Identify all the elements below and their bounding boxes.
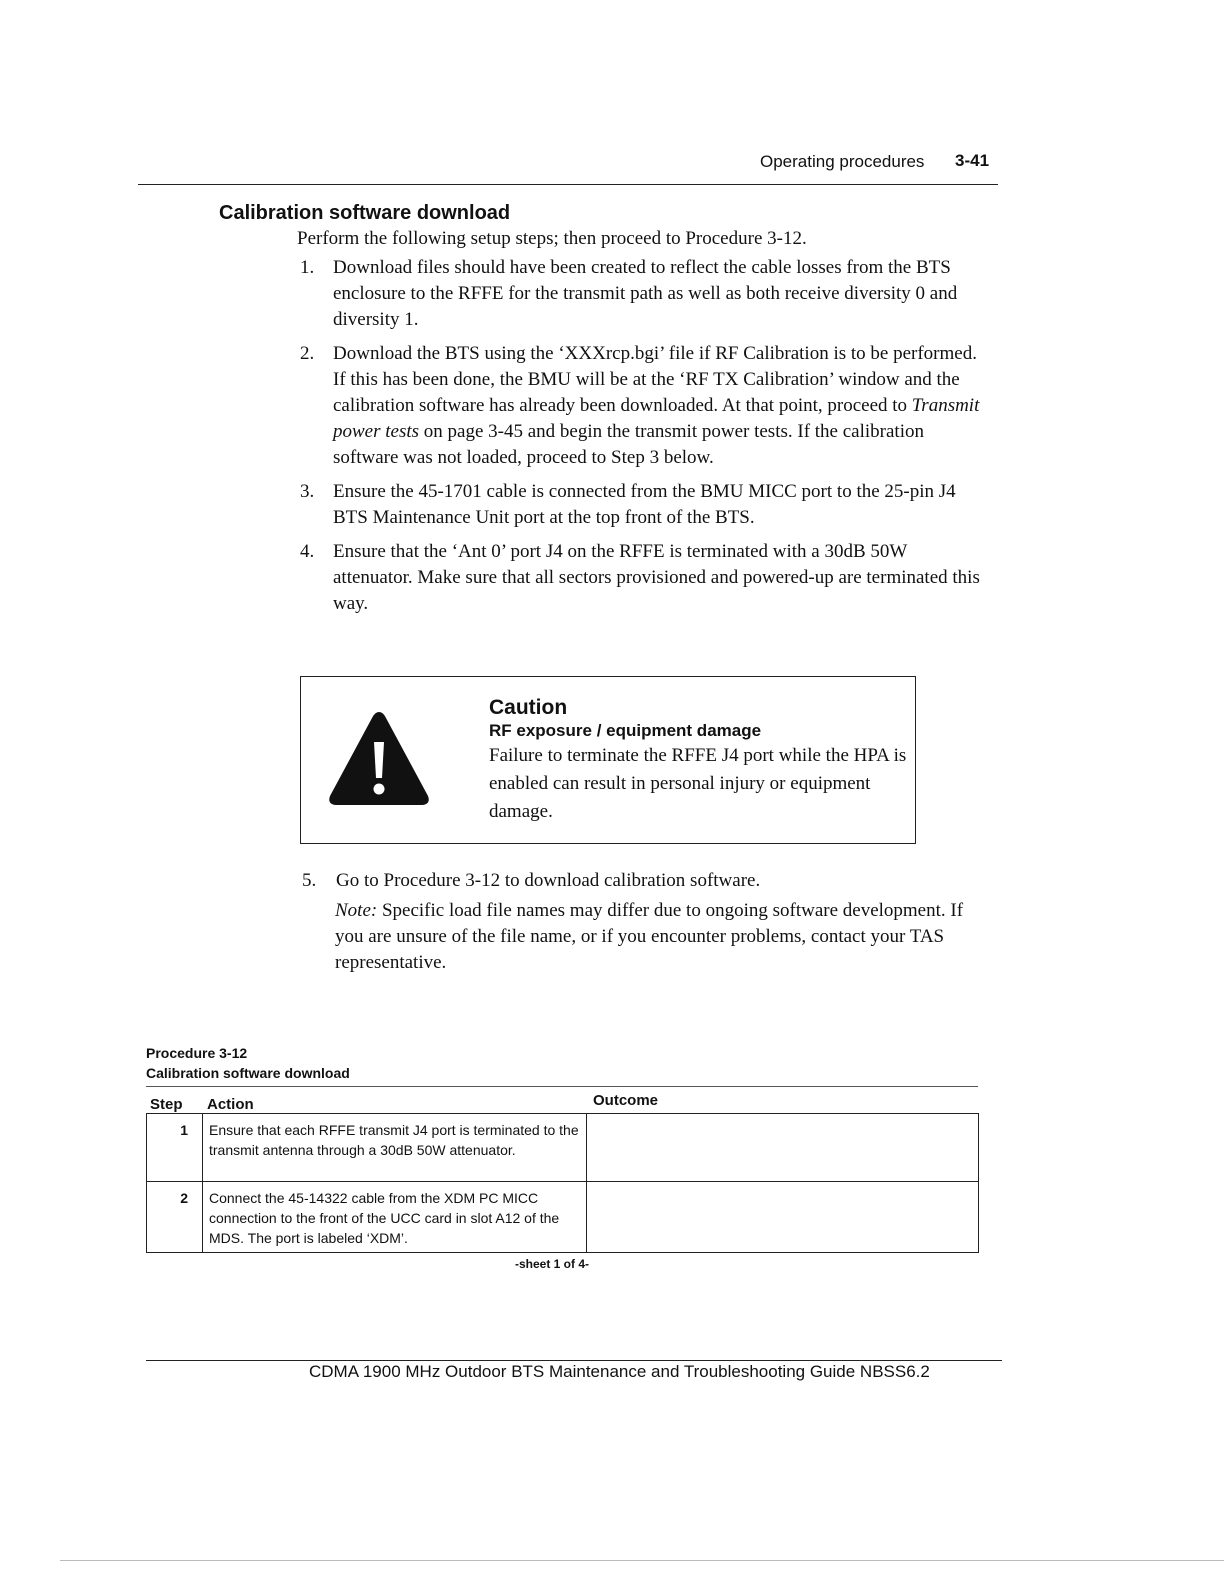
footer-text: CDMA 1900 MHz Outdoor BTS Maintenance and Troubleshooting Guide NBSS6.2 [309, 1362, 930, 1381]
outcome-cell [587, 1182, 979, 1253]
cross-reference-link[interactable]: Transmit power tests [333, 395, 980, 442]
table-row [147, 1182, 979, 1253]
setup-step [298, 539, 988, 617]
action-cell: Ensure that each RFFE transmit J4 port is terminated to the transmit antenna through a 30dB 50W attenuator. [203, 1114, 587, 1182]
column-header-outcome: Outcome [593, 1092, 659, 1109]
step-number: 5. [302, 870, 317, 891]
setup-steps-list [298, 255, 988, 625]
note-label: Note: [335, 900, 378, 921]
procedure-title: Calibration software download [146, 1065, 350, 1081]
intro-paragraph: Perform the following setup steps; then proceed to Procedure 3-12. [297, 228, 807, 249]
setup-step [298, 255, 988, 333]
step-text: Ensure that the ‘Ant 0’ port J4 on the RFFE is terminated with a 30dB 50W attenuator. Make sure that all sectors provisioned and powered-up are terminated this way. [333, 541, 980, 614]
running-header-title: Operating procedures [760, 152, 925, 171]
section-heading: Calibration software download [219, 202, 511, 224]
footer-rule [146, 1360, 1002, 1361]
page-number: 3-41 [955, 151, 990, 170]
procedure-table [146, 1113, 979, 1253]
note-paragraph [335, 898, 965, 976]
action-cell: Connect the 45-14322 cable from the XDM PC MICC connection to the front of the UCC card in slot A12 of the MDS. The port is labeled ‘XDM’. [203, 1182, 587, 1253]
step-number: 4. [300, 541, 315, 562]
table-top-rule [146, 1086, 978, 1087]
step-cell: 1 [147, 1114, 203, 1182]
scan-edge-line [60, 1560, 1224, 1561]
sheet-indicator: -sheet 1 of 4- [515, 1257, 590, 1271]
procedure-number: Procedure 3-12 [146, 1045, 248, 1061]
step-number: 1. [300, 257, 315, 278]
step-text: Download the BTS using the ‘XXXrcp.bgi’ file if RF Calibration is to be performed. If this has been done, the BMU will be at the ‘RF TX Calibration’ window and the calibration software has already been downloaded. At that point, proceed to [333, 343, 977, 416]
setup-step [298, 341, 988, 471]
header-rule [138, 184, 998, 185]
step-number: 2. [300, 343, 315, 364]
caution-title: Caution [489, 696, 568, 719]
note-text: Specific load file names may differ due to ongoing software development. If you are unsure of the file name, or if you encounter problems, contact your TAS representative. [335, 900, 964, 973]
warning-triangle-icon [326, 708, 432, 810]
column-header-action: Action [207, 1096, 254, 1113]
step-text: Download files should have been created to reflect the cable losses from the BTS enclosure to the RFFE for the transmit path as well as both receive diversity 0 and diversity 1. [333, 257, 958, 330]
step-text: Go to Procedure 3-12 to download calibration software. [336, 870, 761, 891]
step-text: Ensure the 45-1701 cable is connected from the BMU MICC port to the 25-pin J4 BTS Maintenance Unit port at the top front of the BTS. [333, 481, 956, 528]
column-header-step: Step [150, 1096, 183, 1113]
table-row [147, 1114, 979, 1182]
caution-subtitle: RF exposure / equipment damage [489, 721, 762, 740]
step-cell: 2 [147, 1182, 203, 1253]
step-number: 3. [300, 481, 315, 502]
step-text-continued: on page 3-45 and begin the transmit power tests. If the calibration software was not loaded, proceed to Step 3 below. [333, 421, 924, 468]
setup-step [298, 479, 988, 531]
caution-body: Failure to terminate the RFFE J4 port while the HPA is enabled can result in personal injury or equipment damage. [489, 745, 907, 822]
outcome-cell [587, 1114, 979, 1182]
